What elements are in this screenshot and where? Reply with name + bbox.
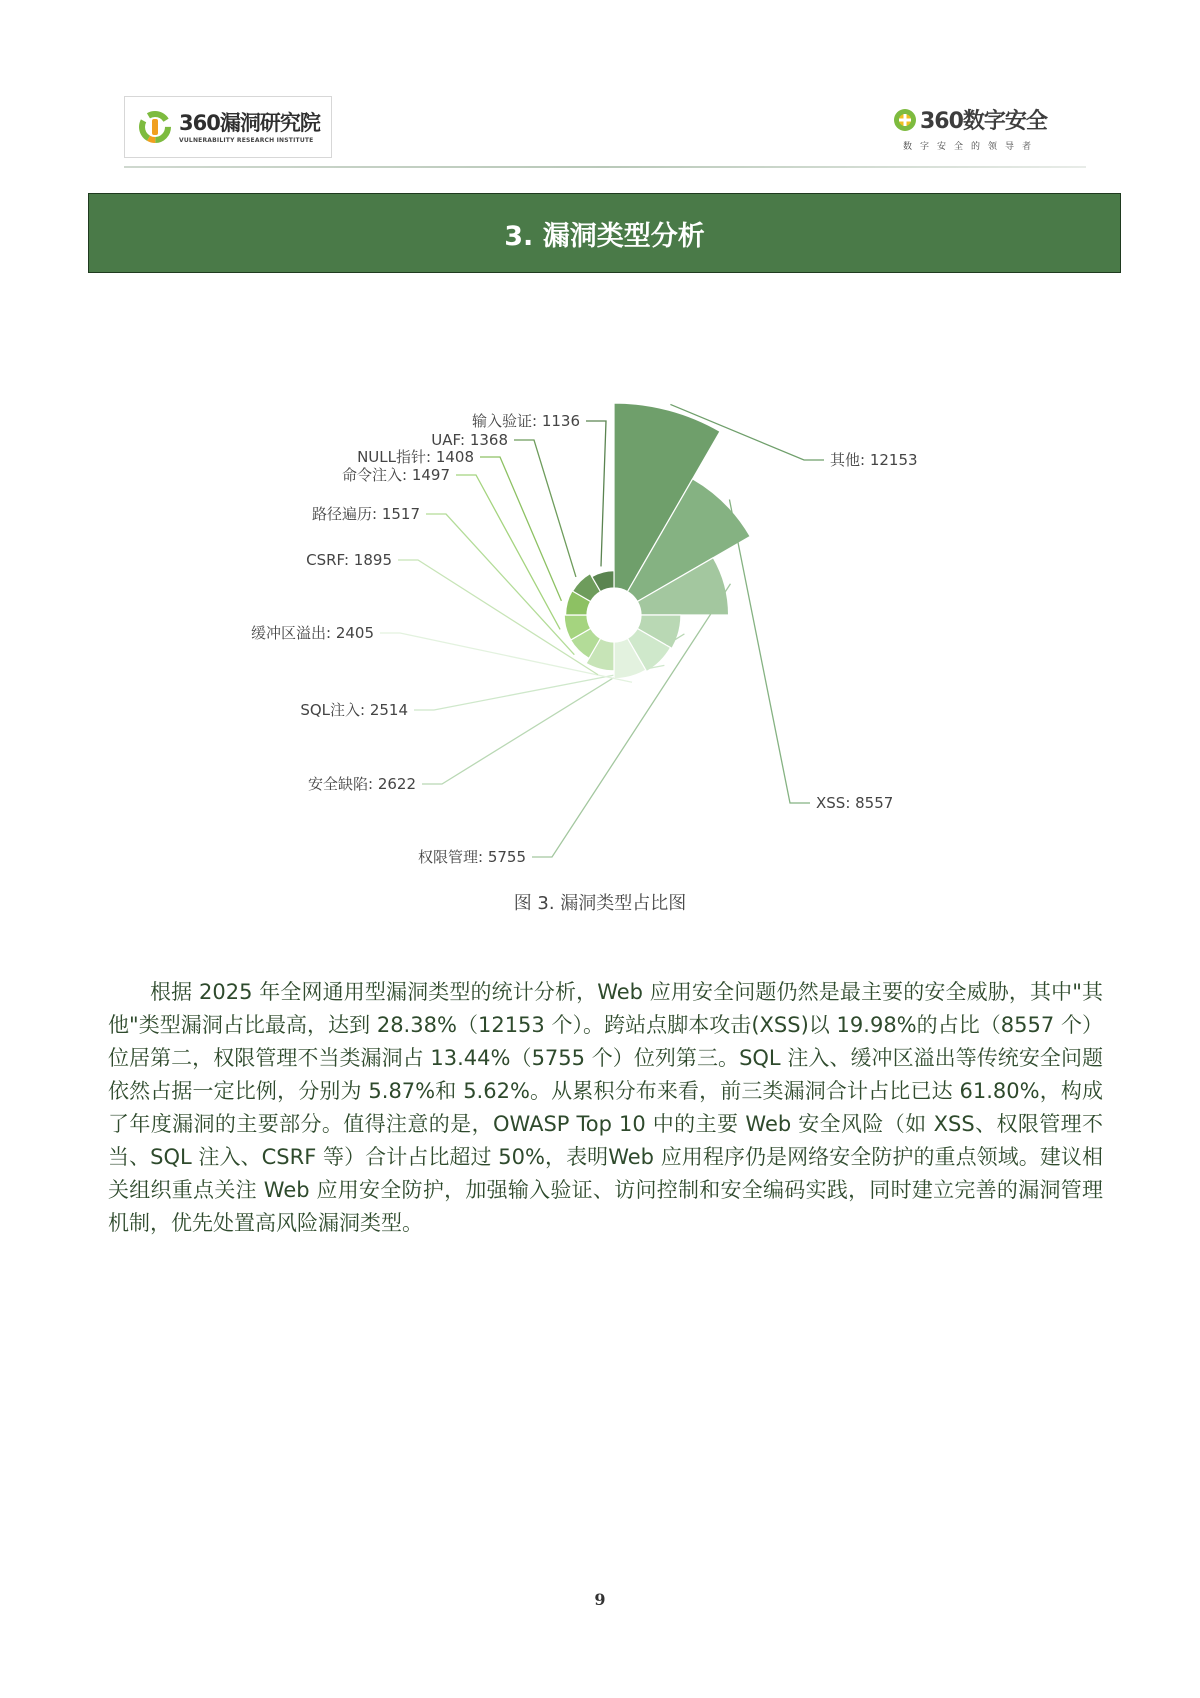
slice-label: UAF: 1368 [431,431,508,449]
institute-logo-subtitle: VULNERABILITY RESEARCH INSTITUTE [179,136,314,144]
leader-line [514,440,576,577]
slice-label: SQL注入: 2514 [300,701,408,719]
section-heading-bar [88,193,1121,273]
page-number: 9 [594,1590,606,1609]
company-logo [893,104,1071,152]
company-logo-slogan: 数字安全的领导者 [903,142,1040,152]
slice-label: 缓冲区溢出: 2405 [251,624,374,642]
section-title: 3. 漏洞类型分析 [504,220,705,252]
leader-line [456,475,560,629]
analysis-paragraph: 根据 2025 年全网通用型漏洞类型的统计分析，Web 应用安全问题仍然是最主要的安全威胁，其中"其他"类型漏洞占比最高，达到 28.38%（12153 个）。跨站点脚本攻击(XSS)以 19.98%的占比（8557 个）位居第二，权限管理不当类漏洞占 13.44%（5755 个）位列第三。SQL 注入、缓冲区溢出等传统安全问题依然占据一定比例，分别为 5.87%和 5.62%。从累积分布来看，前三类漏洞合计占比已达 61.80%，构成了年度漏洞的主要部分。值得注意的是，OWASP Top 10 中的主要 Web 安全风险（如 XSS、权限管理不当、SQL 注入、CSRF 等）合计占比超过 50%，表明Web 应用程序仍是网络安全防护的重点领域。建议相关组织重点关注 Web 应用安全防护，加强输入验证、访问控制和安全编码实践，同时建立完善的漏洞管理机制，优先处置高风险漏洞类型。 [108,980,1103,1235]
leader-line [532,584,730,857]
institute-logo-icon [137,109,173,145]
slice-label: 其他: 12153 [830,451,918,469]
slice-label: 命令注入: 1497 [342,466,450,484]
institute-logo-brand: 360漏洞研究院 [179,110,320,135]
header-divider [124,166,1086,168]
institute-logo [124,96,332,158]
slice-label: 输入验证: 1136 [472,412,580,430]
slice-label: 安全缺陷: 2622 [308,775,416,793]
company-logo-brand: 360数字安全 [920,109,1047,134]
slice-label: 权限管理: 5755 [418,848,526,866]
slice-label: NULL指针: 1408 [357,448,474,466]
leader-line [586,421,606,566]
leader-line [729,500,810,803]
slice-label: CSRF: 1895 [306,551,392,569]
vulnerability-type-rose-chart [0,360,1200,870]
company-logo-icon [893,108,917,132]
figure-caption: 图 3. 漏洞类型占比图 [513,893,687,914]
leader-line [426,514,574,655]
slice-label: 路径遍历: 1517 [312,505,420,523]
slice-label: XSS: 8557 [816,794,894,812]
leader-line [480,457,561,601]
